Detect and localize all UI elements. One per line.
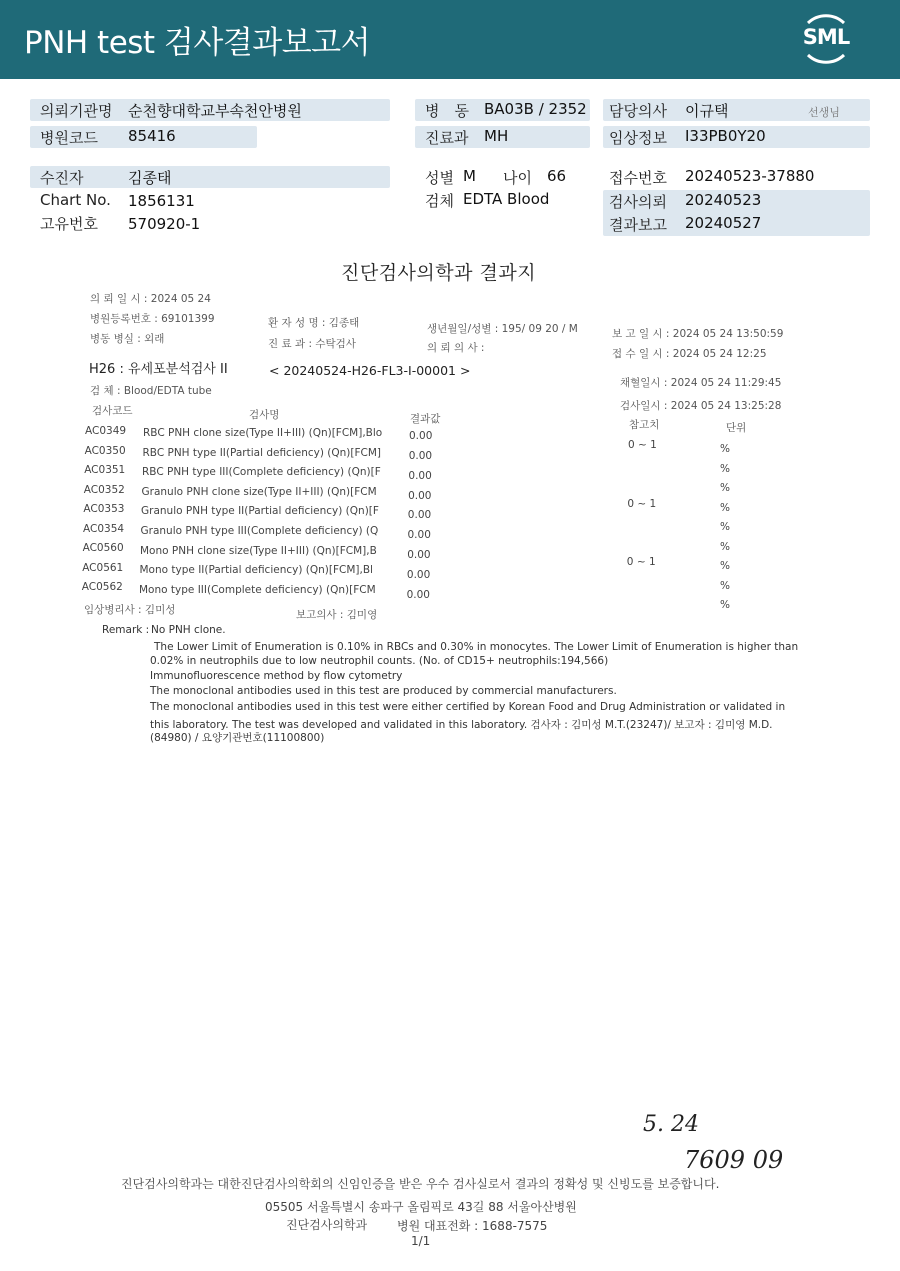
row-code: AC0353 (83, 503, 125, 515)
row-unit: % (720, 579, 730, 592)
row-code: AC0354 (83, 522, 125, 535)
row-code: AC0349 (85, 425, 127, 437)
patient-value: 김종태 (128, 169, 172, 187)
logo-text: SML (802, 25, 850, 49)
dept-value: MH (484, 127, 509, 145)
sex-value: M (463, 167, 476, 185)
scan-report-time: 보 고 일 시 : 2024 05 24 13:50:59 (612, 328, 784, 340)
chart-value: 1856131 (128, 192, 195, 210)
footer-address: 05505 서울특별시 송파구 올림픽로 43길 88 서울아산병원 (265, 1200, 577, 1214)
row-code: AC0562 (81, 581, 123, 593)
row-ref-range: 0 ~ 1 (626, 556, 656, 568)
patient-label: 수진자 (40, 169, 84, 187)
remark-line: this laboratory. The test was developed and validated in this laboratory. 검사자 : 김미성 M.T.(23247)/ 보고자 : 김미영 M.D. (150, 719, 773, 731)
scan-test-code: H26 : 유세포분석검사 II (89, 362, 228, 377)
row-ref-range: 0 ~ 1 (628, 439, 657, 451)
scan-request-date: 의 뢰 일 시 : 2024 05 24 (90, 293, 211, 305)
col-ref-header: 참고치 (629, 419, 660, 431)
institution-value: 순천향대학교부속천안병원 (128, 102, 302, 120)
row-result: 0.00 (407, 549, 431, 562)
col-code-header: 검사코드 (92, 405, 133, 417)
row-test-name: RBC PNH clone size(Type II+III) (Qn)[FCM],Blo (143, 427, 383, 439)
doctor-value: 이규택 (685, 102, 729, 120)
row-test-name: Mono PNH clone size(Type II+III) (Qn)[FCM],B (140, 544, 377, 557)
remark-line: (84980) / 요양기관번호(11100800) (150, 732, 325, 744)
row-test-name: Granulo PNH type II(Partial deficiency) (Qn)[F (141, 505, 379, 518)
row-code: AC0561 (82, 561, 124, 574)
row-unit: % (720, 521, 730, 533)
footer-certification: 진단검사의학과는 대한진단검사의학회의 신임인증을 받은 우수 검사실로서 결과의 정확성 및 신빙도를 보증합니다. (121, 1177, 720, 1191)
unique-value: 570920-1 (128, 215, 201, 233)
row-result: 0.00 (406, 568, 431, 581)
footer-dept: 진단검사의학과 (286, 1218, 368, 1232)
clinical-value: I33PB0Y20 (685, 127, 766, 145)
scan-barcode-id: < 20240524-H26-FL3-I-00001 > (269, 363, 471, 378)
report-value: 20240527 (685, 214, 762, 232)
scan-title: 진단검사의학과 결과지 (341, 262, 537, 284)
dept-label: 진료과 (425, 129, 469, 147)
row-test-name: RBC PNH type II(Partial deficiency) (Qn)[FCM] (142, 446, 382, 459)
row-code: AC0350 (84, 444, 126, 457)
unique-label: 고유번호 (40, 215, 98, 233)
row-unit: % (720, 443, 730, 455)
row-result: 0.00 (408, 469, 432, 482)
request-label: 검사의뢰 (609, 193, 667, 211)
remark-line: The Lower Limit of Enumeration is 0.10% in RBCs and 0.30% in monocytes. The Lower Limit of Enumeration is higher than (154, 641, 799, 653)
row-unit: % (720, 560, 730, 572)
chart-label: Chart No. (40, 191, 111, 209)
hospital-code-label: 병원코드 (40, 129, 98, 147)
row-test-name: Granulo PNH type III(Complete deficiency) (Q (140, 525, 379, 538)
scan-birth: 생년월일/성별 : 195/ 09 20 / M (427, 323, 578, 335)
scan-reg-no: 병원등록번호 : 69101399 (90, 313, 215, 325)
remark-line: Immunofluorescence method by flow cytometry (150, 670, 403, 682)
request-value: 20240523 (685, 191, 762, 209)
sex-label: 성별 (425, 169, 454, 187)
col-unit-header: 단위 (726, 422, 747, 434)
clinical-label: 임상정보 (609, 129, 667, 147)
row-result: 0.00 (407, 509, 432, 522)
row-code: AC0560 (82, 542, 124, 554)
row-result: 0.00 (408, 449, 433, 462)
row-unit: % (720, 482, 730, 494)
row-result: 0.00 (406, 588, 430, 601)
scan-specimen: 검 체 : Blood/EDTA tube (90, 385, 212, 397)
row-test-name: Mono type II(Partial deficiency) (Qn)[FCM],Bl (139, 564, 373, 577)
remark-line: No PNH clone. (151, 624, 226, 636)
specimen-value: EDTA Blood (463, 190, 550, 208)
row-unit: % (720, 599, 730, 611)
scan-clin-pathologist: 임상병리사 : 김미성 (84, 604, 176, 616)
doctor-suffix: 선생님 (808, 106, 840, 119)
row-unit: % (720, 501, 730, 514)
ward-label: 병 동 (425, 102, 469, 120)
row-test-name: RBC PNH type III(Complete deficiency) (Qn)[F (142, 466, 381, 479)
reception-label: 접수번호 (609, 169, 667, 187)
sml-logo (796, 11, 856, 67)
col-name-header: 검사명 (249, 409, 280, 421)
scan-reporter: 보고의사 : 김미영 (296, 609, 378, 621)
ward-value: BA03B / 2352 (484, 100, 587, 118)
row-unit: % (720, 462, 730, 475)
remark-line: The monoclonal antibodies used in this test were either certified by Korean Food and Drug Administration or validated in (150, 701, 786, 713)
col-result-header: 결과값 (410, 413, 441, 425)
row-code: AC0352 (83, 483, 125, 496)
age-value: 66 (547, 167, 567, 185)
remark-line: 0.02% in neutrophils due to low neutrophil counts. (No. of CD15+ neutrophils:194,566) (150, 655, 609, 667)
row-code: AC0351 (84, 464, 126, 476)
scan-ward: 병동 병실 : 외래 (90, 333, 165, 345)
scan-doctor: 의 뢰 의 사 : (427, 342, 485, 354)
report-label: 결과보고 (609, 216, 667, 234)
scan-receipt-time: 접 수 일 시 : 2024 05 24 12:25 (612, 348, 767, 360)
row-unit: % (720, 540, 730, 553)
handwritten-signature: 7609 09 (684, 1146, 784, 1174)
handwritten-date: 5. 24 (643, 1112, 699, 1137)
row-test-name: Mono type III(Complete deficiency) (Qn)[FCM (139, 583, 376, 596)
reception-value: 20240523-37880 (685, 167, 815, 185)
row-result: 0.00 (409, 430, 433, 442)
remark-line: The monoclonal antibodies used in this test are produced by commercial manufacturers. (150, 685, 617, 697)
hospital-code-value: 85416 (128, 127, 176, 145)
row-test-name: Granulo PNH clone size(Type II+III) (Qn)[FCM (141, 485, 377, 498)
footer-phone: 병원 대표전화 : 1688-7575 (397, 1219, 548, 1233)
scan-dept: 진 료 과 : 수탁검사 (268, 338, 356, 350)
doctor-label: 담당의사 (609, 102, 667, 120)
report-title: PNH test 검사결과보고서 (24, 25, 371, 61)
remark-label: Remark : (102, 624, 150, 636)
age-label: 나이 (503, 169, 532, 187)
patient-field (30, 166, 390, 188)
row-result: 0.00 (408, 489, 432, 502)
specimen-label: 검체 (425, 192, 454, 210)
scan-collect-time: 채혈일시 : 2024 05 24 11:29:45 (620, 377, 782, 389)
scan-patient-name: 환 자 성 명 : 김종태 (268, 317, 360, 329)
institution-label: 의뢰기관명 (40, 102, 113, 120)
footer-page: 1/1 (411, 1234, 431, 1248)
row-result: 0.00 (407, 529, 431, 542)
row-ref-range: 0 ~ 1 (627, 497, 657, 510)
scan-test-time: 검사일시 : 2024 05 24 13:25:28 (620, 400, 782, 412)
report-header (0, 0, 900, 79)
